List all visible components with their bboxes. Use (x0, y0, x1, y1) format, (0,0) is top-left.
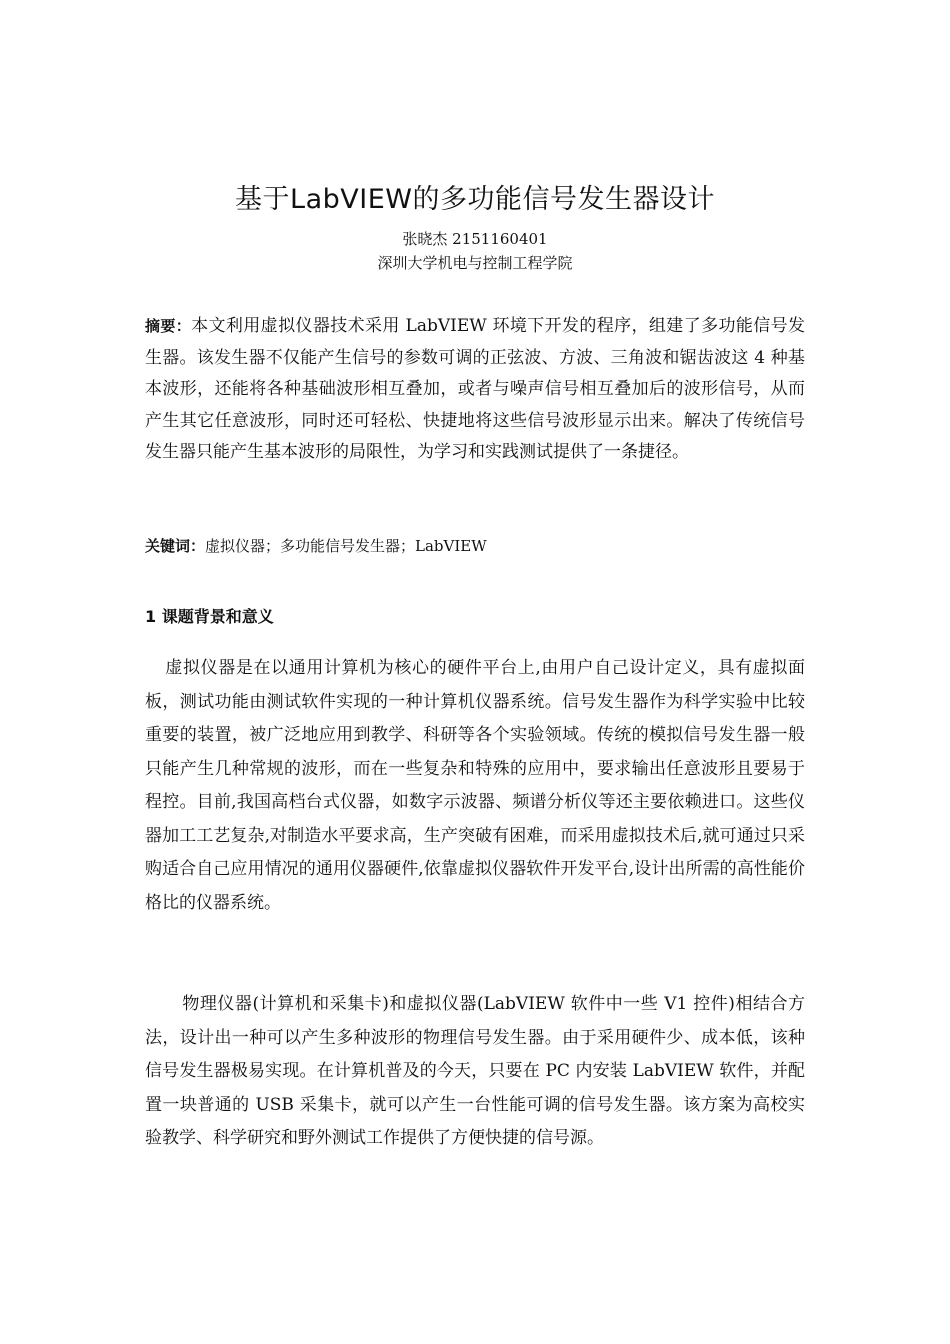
section1-paragraph-1: 虚拟仪器是在以通用计算机为核心的硬件平台上,由用户自己设计定义，具有虚拟面板，测试功能由测试软件实现的一种计算机仪器系统。信号发生器作为科学实验中比较重要的装置，被广泛地应用到教学、科研等各个实验领域。传统的模拟信号发生器一般只能产生几种常规的波形，而在一些复杂和特殊的应用中，要求输出任意波形且要易于程控。目前,我国高档台式仪器，如数字示波器、频谱分析仪等还主要依赖进口。这些仪器加工工艺复杂,对制造水平要求高，生产突破有困难，而采用虚拟技术后,就可通过只采购适合自己应用情况的通用仪器硬件,依靠虚拟仪器软件开发平台,设计出所需的高性能价格比的仪器系统。 (145, 658, 805, 913)
section-heading-1: 1 课题背景和意义 (145, 607, 274, 626)
abstract-label: 摘要： (145, 317, 192, 335)
abstract-text: 本文利用虚拟仪器技术采用 LabVIEW 环境下开发的程序，组建了多功能信号发生器。该发生器不仅能产生信号的参数可调的正弦波、方波、三角波和锯齿波这 4 种基本波形，还能将各种基础波形相互叠加，或者与噪声信号相互叠加后的波形信号，从而产生其它任意波形，同时还可轻松、快捷地将这些信号波形显示出来。解决了传统信号发生器只能产生基本波形的局限性，为学习和实践测试提供了一条捷径。 (145, 316, 805, 463)
affiliation-line: 深圳大学机电与控制工程学院 (377, 254, 573, 272)
keywords-label: 关键词： (145, 537, 206, 555)
paper-title: 基于LabVIEW的多功能信号发生器设计 (235, 184, 715, 215)
keywords-block (145, 534, 805, 558)
section1-paragraph-2: 物理仪器(计算机和采集卡)和虚拟仪器(LabVIEW 软件中一些 V1 控件)相结合方法，设计出一种可以产生多种波形的物理信号发生器。由于采用硬件少、成本低，该种信号发生器极易实现。在计算机普及的今天，只要在 PC 内安装 LabVIEW 软件，并配置一块普通的 USB 采集卡，就可以产生一台性能可调的信号发生器。该方案为高校实验教学、科学研究和野外测试工作提供了方便快捷的信号源。 (145, 994, 805, 1148)
abstract-block (145, 311, 805, 469)
keywords-text: 虚拟仪器；多功能信号发生器；LabVIEW (205, 537, 487, 555)
author-line: 张晓杰 2151160401 (402, 230, 548, 248)
